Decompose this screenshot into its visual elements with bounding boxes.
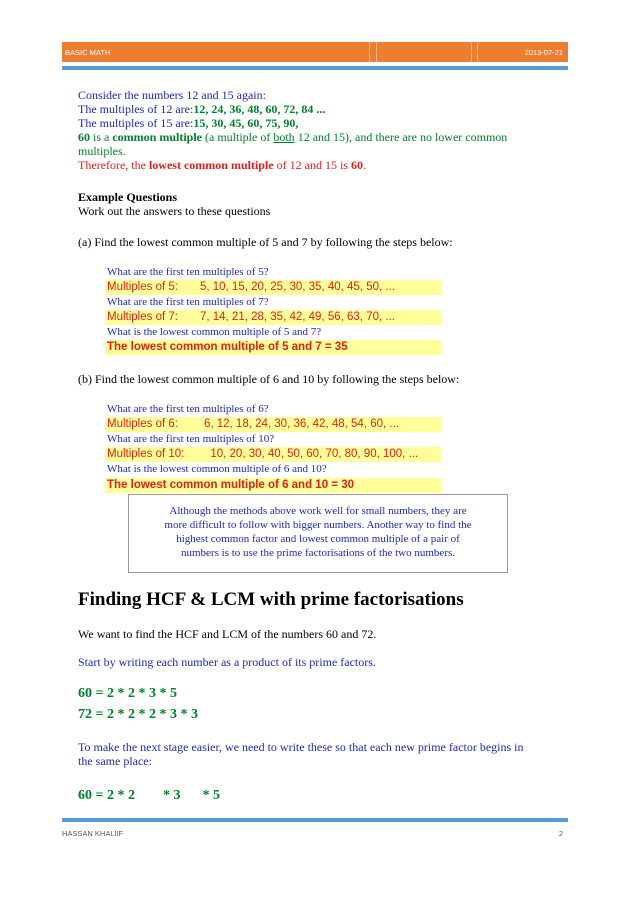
header-divider (477, 42, 478, 62)
question-a-step-2: What are the first ten multiples of 7? (107, 296, 269, 308)
header-divider (471, 42, 472, 62)
answer-b-step-3: The lowest common multiple of 6 and 10 = 30 (105, 478, 441, 493)
header-rule (62, 66, 568, 70)
footer-rule (62, 818, 568, 822)
section-instruction: Start by writing each number as a product of its prime factors. (78, 655, 376, 669)
aligned-factorisation-60: 60 = 2 * 2 * 3 * 5 (78, 788, 220, 803)
question-b-step-3: What is the lowest common multiple of 6 and 10? (107, 463, 327, 475)
common-multiple-line-2: multiples. (78, 144, 126, 158)
header-divider (376, 42, 377, 62)
alignment-instruction-2: the same place: (78, 754, 152, 768)
footer-author: HASSAN KHALIIF (62, 829, 124, 838)
answer-a-step-2: Multiples of 7: 7, 14, 21, 28, 35, 42, 49, 56, 63, 70, ... (105, 310, 441, 325)
header-title: BASIC MATH (65, 48, 111, 57)
note-line: numbers is to use the prime factorisations of the two numbers. (180, 547, 456, 559)
question-b-step-1: What are the first ten multiples of 6? (107, 403, 269, 415)
note-line: highest common factor and lowest common multiple of a pair of (176, 533, 460, 545)
example-instruction: Work out the answers to these questions (78, 204, 271, 218)
page-number: 2 (558, 829, 563, 838)
question-a-step-1: What are the first ten multiples of 5? (107, 266, 269, 278)
multiples-15-line: The multiples of 15 are:15, 30, 45, 60, 75, 90, (78, 116, 299, 130)
question-a-prompt: (a) Find the lowest common multiple of 5 and 7 by following the steps below: (78, 235, 453, 249)
section-intro: We want to find the HCF and LCM of the numbers 60 and 72. (78, 627, 377, 641)
page-footer (62, 829, 568, 838)
header-divider (369, 42, 370, 62)
answer-b-step-2: Multiples of 10: 10, 20, 30, 40, 50, 60, 70, 80, 90, 100, ... (105, 447, 441, 462)
question-b-prompt: (b) Find the lowest common multiple of 6 and 10 by following the steps below: (78, 372, 460, 386)
answer-a-step-1: Multiples of 5: 5, 10, 15, 20, 25, 30, 35, 40, 45, 50, ... (105, 280, 441, 295)
example-heading: Example Questions (78, 190, 178, 204)
note-line: more difficult to follow with bigger numbers. Another way to find the (164, 519, 472, 531)
section-heading: Finding HCF & LCM with prime factorisations (78, 589, 464, 610)
question-a-step-3: What is the lowest common multiple of 5 and 7? (107, 326, 322, 338)
note-box (128, 494, 508, 573)
page-header (62, 42, 568, 62)
question-b-step-2: What are the first ten multiples of 10? (107, 433, 275, 445)
common-multiple-line: 60 is a common multiple (a multiple of both 12 and 15), and there are no lower common (78, 130, 508, 144)
header-date: 2013-07-21 (524, 48, 563, 57)
answer-a-step-3: The lowest common multiple of 5 and 7 = 35 (105, 340, 441, 355)
multiples-12-values: 12, 24, 36, 48, 60, 72, 84 ... (193, 102, 326, 116)
multiples-12-line: The multiples of 12 are:12, 24, 36, 48, 60, 72, 84 ... (78, 102, 326, 116)
factorisation-72: 72 = 2 * 2 * 2 * 3 * 3 (78, 707, 198, 722)
lcm-conclusion: Therefore, the lowest common multiple of 12 and 15 is 60. (78, 158, 366, 172)
alignment-instruction: To make the next stage easier, we need to write these so that each new prime factor begins in (78, 740, 524, 754)
multiples-15-values: 15, 30, 45, 60, 75, 90, (193, 116, 299, 130)
note-line: Although the methods above work well for small numbers, they are (169, 505, 467, 517)
factorisation-60: 60 = 2 * 2 * 3 * 5 (78, 686, 177, 701)
answer-b-step-1: Multiples of 6: 6, 12, 18, 24, 30, 36, 42, 48, 54, 60, ... (105, 417, 441, 432)
intro-line: Consider the numbers 12 and 15 again: (78, 88, 266, 102)
